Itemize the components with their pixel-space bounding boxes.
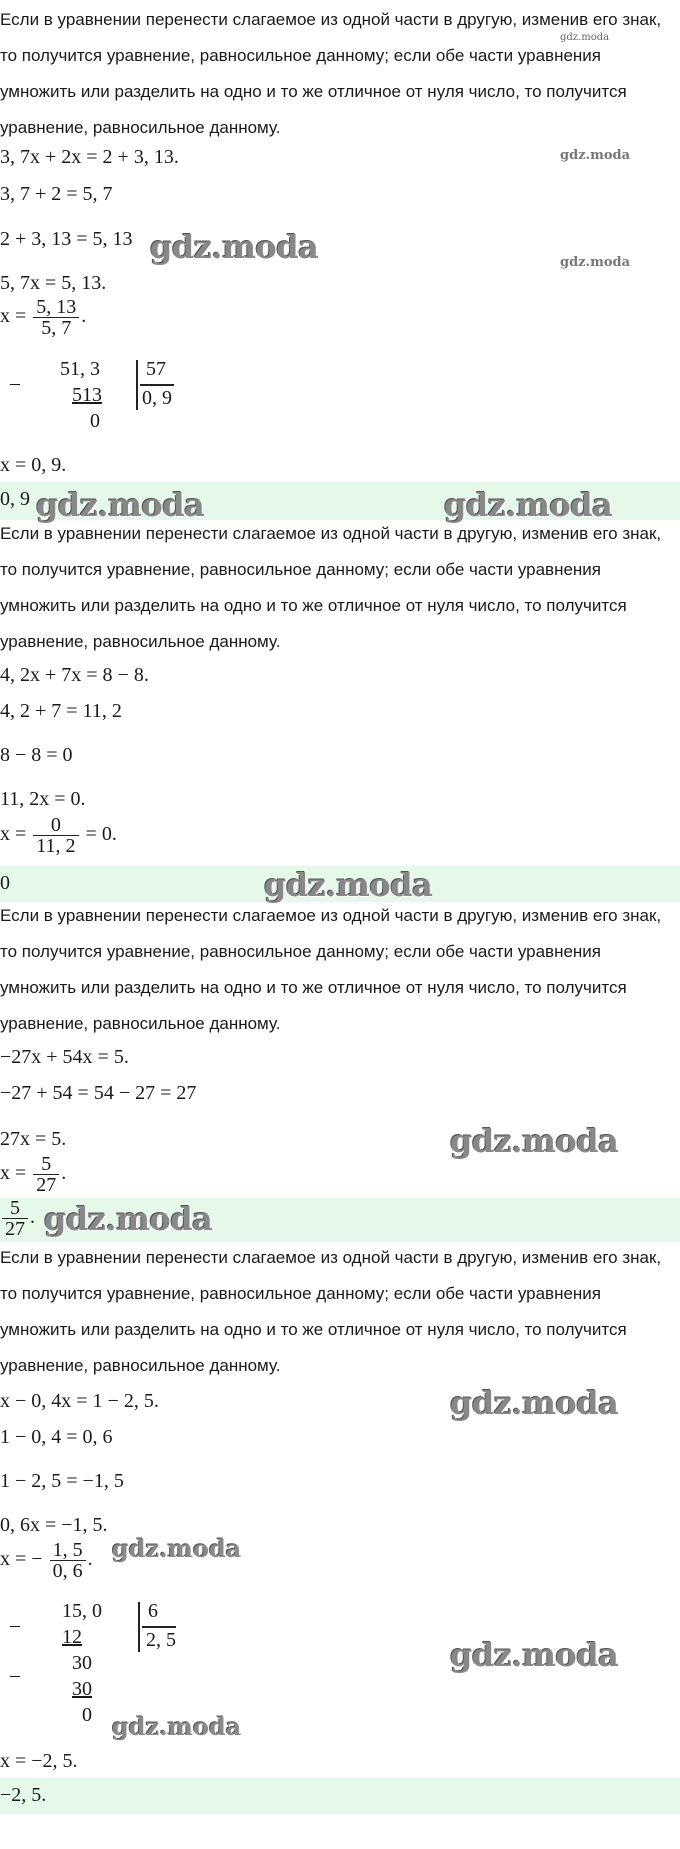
division-subtrahend: 513 bbox=[72, 384, 102, 406]
equation: x − 0, 4x = 1 − 2, 5. bbox=[0, 1390, 159, 1412]
fraction bbox=[33, 815, 78, 856]
answer-fraction bbox=[2, 1198, 28, 1239]
division-remainder: 30 bbox=[72, 1652, 92, 1674]
division-quotient: 2, 5 bbox=[146, 1629, 176, 1651]
result: x = 0, 9. bbox=[0, 454, 67, 476]
watermark: gdz.moda bbox=[450, 1636, 619, 1674]
denominator: 27 bbox=[33, 1174, 59, 1195]
division-subtrahend: 12 bbox=[62, 1626, 82, 1648]
equation: 1 − 0, 4 = 0, 6 bbox=[0, 1426, 113, 1448]
equation: 27x = 5. bbox=[0, 1128, 67, 1150]
equation: 4, 2x + 7x = 8 − 8. bbox=[0, 664, 149, 686]
equation: 5, 7x = 5, 13. bbox=[0, 272, 107, 294]
answer: 0 bbox=[0, 872, 10, 894]
watermark: gdz.moda bbox=[450, 1122, 619, 1160]
division-line bbox=[140, 384, 174, 386]
equation: 2 + 3, 13 = 5, 13 bbox=[0, 228, 133, 250]
equation: 11, 2x = 0. bbox=[0, 788, 86, 810]
division-divisor: 6 bbox=[148, 1600, 158, 1622]
numerator: 5 bbox=[10, 1197, 20, 1219]
equation: 3, 7 + 2 = 5, 7 bbox=[0, 183, 113, 205]
division-remainder: 0 bbox=[90, 410, 100, 432]
numerator: 0 bbox=[50, 814, 61, 836]
watermark: gdz.moda bbox=[112, 1712, 242, 1741]
division-dividend: 51, 3 bbox=[60, 358, 100, 380]
division-divider bbox=[138, 1602, 140, 1652]
watermark: gdz.moda bbox=[112, 1534, 242, 1563]
fraction-equation: x = − $\frac{1, 5}{0, 6}$ . bbox=[0, 1539, 93, 1582]
rule-text: Если в уравнении перенести слагаемое из одной части в другую, изменив его знак, то получится уравнение, равносильное данному; если обе части уравнения умножить или разделить на одно и то же отличное от нуля число, то получится уравнение, равносильное данному. bbox=[0, 1248, 662, 1375]
fraction-tail: = 0. bbox=[85, 823, 117, 846]
division-divider bbox=[136, 360, 138, 410]
x-prefix: x = bbox=[0, 305, 27, 328]
division-minus: – bbox=[10, 1614, 20, 1636]
watermark: gdz.moda bbox=[44, 1200, 213, 1238]
equation: −27x + 54x = 5. bbox=[0, 1046, 129, 1068]
x-prefix: x = − bbox=[0, 1548, 43, 1571]
rule-text: Если в уравнении перенести слагаемое из одной части в другую, изменив его знак, то получится уравнение, равносильное данному; если обе части уравнения умножить или разделить на одно и то же отличное от нуля число, то получится уравнение, равносильное данному. bbox=[0, 524, 662, 651]
fraction bbox=[33, 297, 79, 338]
denominator: 11, 2 bbox=[33, 835, 78, 856]
watermark: gdz.moda bbox=[560, 255, 631, 270]
denominator: 5, 7 bbox=[33, 317, 79, 338]
fraction-equation: x = $\frac{5, 13}{5, 7}$ . bbox=[0, 296, 87, 339]
answer: −2, 5. bbox=[0, 1784, 47, 1806]
answer-band bbox=[0, 1778, 680, 1814]
fraction bbox=[50, 1540, 86, 1581]
watermark: gdz.moda bbox=[150, 228, 319, 266]
division-minus: – bbox=[10, 1664, 20, 1686]
division-quotient: 0, 9 bbox=[142, 387, 172, 409]
division-divisor: 57 bbox=[146, 358, 166, 380]
fraction-equation bbox=[0, 815, 117, 856]
fraction-equation: x = $\frac{5}{27}$ . bbox=[0, 1153, 67, 1196]
equation: 8 − 8 = 0 bbox=[0, 744, 73, 766]
division-remainder: 0 bbox=[82, 1704, 92, 1726]
numerator: 1, 5 bbox=[52, 1539, 83, 1561]
answer: 0, 9 bbox=[0, 488, 30, 510]
result: x = −2, 5. bbox=[0, 1750, 78, 1772]
rule-text: Если в уравнении перенести слагаемое из одной части в другую, изменив его знак, то получится уравнение, равносильное данному; если обе части уравнения умножить или разделить на одно и то же отличное от нуля число, то получится уравнение, равносильное данному. bbox=[0, 906, 662, 1033]
watermark: gdz.moda bbox=[560, 32, 610, 43]
fraction bbox=[33, 1154, 59, 1195]
division-dividend: 15, 0 bbox=[62, 1600, 102, 1622]
equation: 4, 2 + 7 = 11, 2 bbox=[0, 700, 122, 722]
watermark: gdz.moda bbox=[264, 866, 433, 904]
watermark: gdz.moda bbox=[560, 148, 631, 163]
x-prefix: x = bbox=[0, 823, 27, 846]
rule-text: Если в уравнении перенести слагаемое из одной части в другую, изменив его знак, то получится уравнение, равносильное данному; если обе части уравнения умножить или разделить на одно и то же отличное от нуля число, то получится уравнение, равносильное данному. bbox=[0, 10, 662, 137]
denominator: 27 bbox=[2, 1218, 28, 1239]
division-minus: – bbox=[10, 372, 20, 394]
equation: 3, 7x + 2x = 2 + 3, 13. bbox=[0, 146, 179, 168]
equation: 1 − 2, 5 = −1, 5 bbox=[0, 1470, 124, 1492]
numerator: 5, 13 bbox=[36, 296, 77, 318]
watermark: gdz.moda bbox=[36, 486, 205, 524]
numerator: 5 bbox=[41, 1153, 52, 1175]
equation: −27 + 54 = 54 − 27 = 27 bbox=[0, 1082, 197, 1104]
x-prefix: x = bbox=[0, 1162, 27, 1185]
answer: $\frac{5}{27}$ . bbox=[0, 1198, 35, 1239]
watermark: gdz.moda bbox=[450, 1384, 619, 1422]
denominator: 0, 6 bbox=[50, 1560, 86, 1581]
equation: 0, 6x = −1, 5. bbox=[0, 1514, 108, 1536]
watermark: gdz.moda bbox=[444, 486, 613, 524]
division-line bbox=[142, 1626, 176, 1628]
division-subtrahend: 30 bbox=[72, 1678, 92, 1700]
